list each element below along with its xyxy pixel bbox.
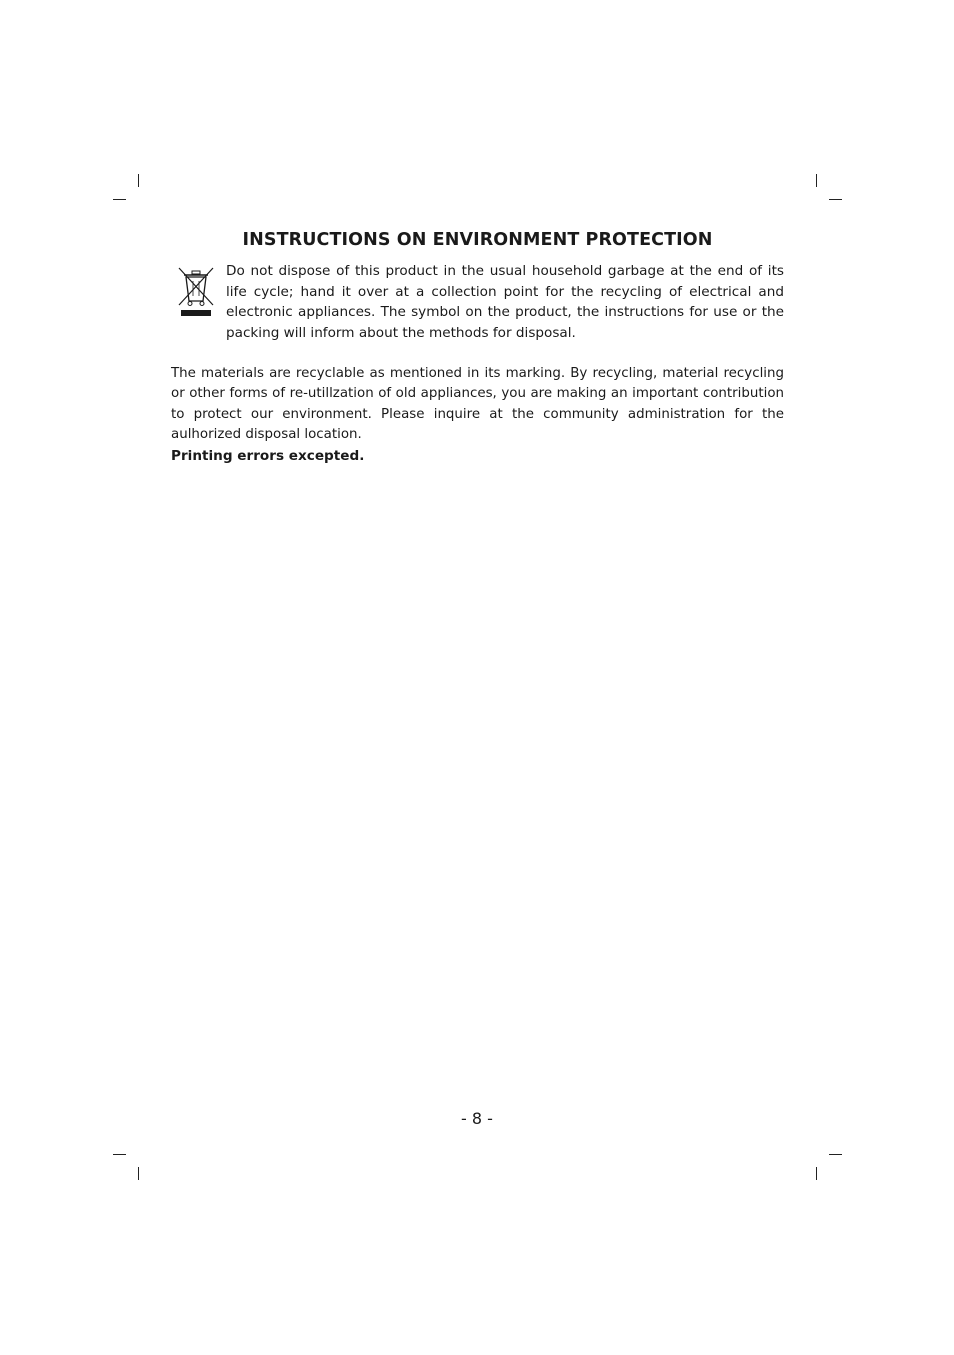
recycling-paragraph: The materials are recyclable as mentioned in its marking. By recycling, material recycling or other forms of re-utillzation of old appliances, you are making an important contribution to protect our environment. Please inquire at the community administration for the aulhorized disposal location. — [171, 365, 784, 442]
page-number: - 8 - — [461, 1109, 493, 1128]
crop-mark-bottom-right-horizontal — [829, 1154, 842, 1155]
crop-mark-bottom-left-horizontal — [113, 1154, 126, 1155]
crossed-out-wheelie-bin-icon — [175, 265, 219, 325]
crop-mark-top-left-horizontal — [113, 199, 126, 200]
crop-mark-top-left-vertical — [138, 174, 139, 187]
crop-mark-top-right-vertical — [816, 174, 817, 187]
crop-mark-top-right-horizontal — [829, 199, 842, 200]
disposal-paragraph: Do not dispose of this product in the usual household garbage at the end of its life cycle; hand it over at a collection point for the recycling of electrical and electronic appliances. The symbol on the product, the instructions for use or the packing will inform about the methods for disposal. — [226, 263, 784, 341]
document-body — [171, 261, 784, 466]
crop-mark-bottom-left-vertical — [138, 1167, 139, 1180]
crop-mark-bottom-right-vertical — [816, 1167, 817, 1180]
page-title: INSTRUCTIONS ON ENVIRONMENT PROTECTION — [242, 230, 713, 250]
printing-errors-note: Printing errors excepted. — [171, 447, 365, 464]
